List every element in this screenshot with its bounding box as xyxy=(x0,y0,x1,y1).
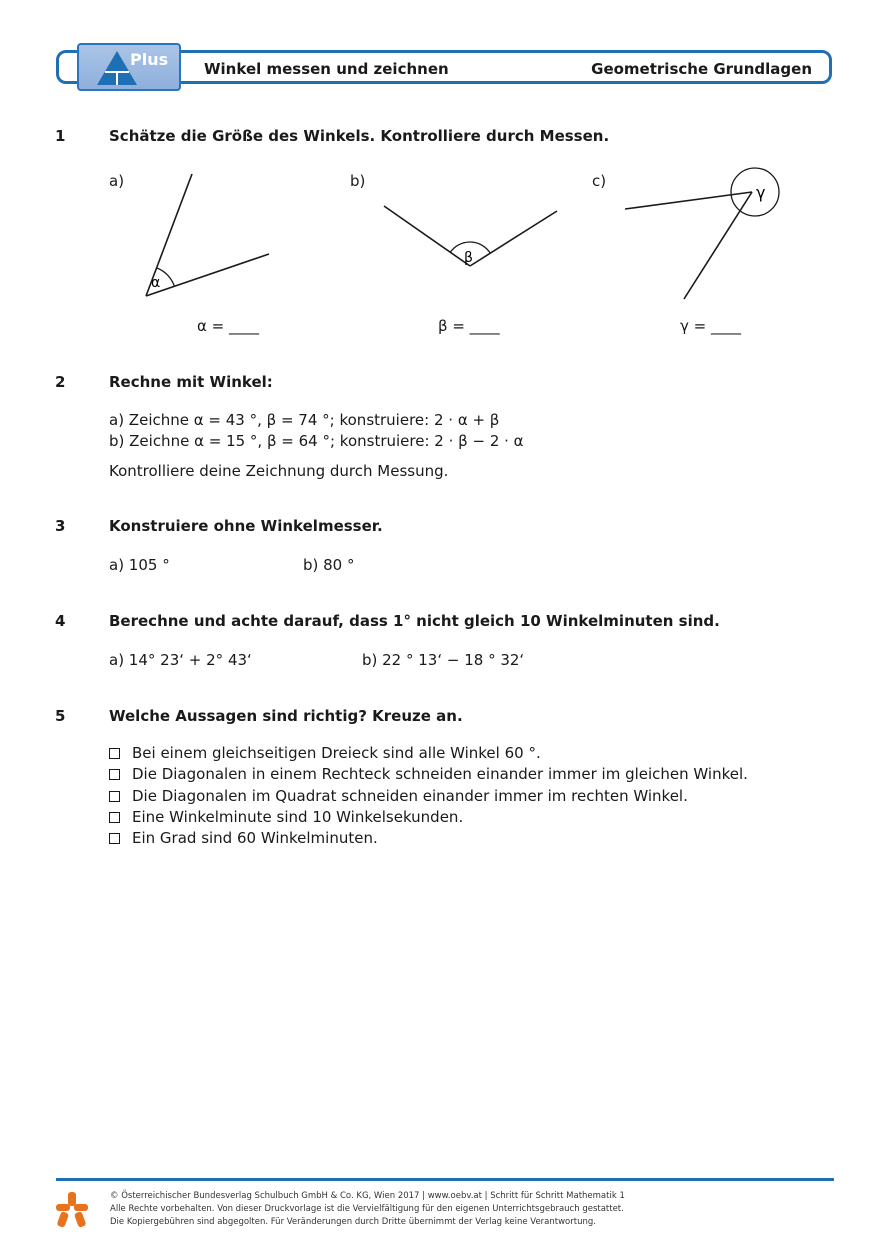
task-4-item-b: b) 22 ° 13‘ − 18 ° 32‘ xyxy=(362,651,525,669)
statement-3 xyxy=(109,787,688,805)
task-1-part-b-label: b) xyxy=(350,172,366,190)
angle-beta-figure xyxy=(384,206,557,266)
beta-symbol: β xyxy=(464,250,473,266)
beta-answer: β = ____ xyxy=(438,317,500,335)
footer-line-2: Alle Rechte vorbehalten. Von dieser Druckvorlage ist die Vervielfältigung für den eigenen Unterrichtsgebrauch gestattet. xyxy=(110,1204,624,1214)
statement-4-text: Eine Winkelminute sind 10 Winkelsekunden. xyxy=(132,808,464,826)
task-1-part-c-label: c) xyxy=(592,172,607,190)
footer-line-1: © Österreichischer Bundesverlag Schulbuch GmbH & Co. KG, Wien 2017 | www.oebv.at | Schritt für Schritt Mathematik 1 xyxy=(110,1191,625,1201)
statement-3-text: Die Diagonalen im Quadrat schneiden einander immer im rechten Winkel. xyxy=(132,787,688,805)
task-2-number: 2 xyxy=(55,373,66,391)
statement-2 xyxy=(109,765,748,783)
worksheet-topic: Geometrische Grundlagen xyxy=(591,60,812,78)
footer-rule xyxy=(56,1178,834,1181)
statement-3-checkbox[interactable] xyxy=(109,791,120,802)
statement-1-text: Bei einem gleichseitigen Dreieck sind alle Winkel 60 °. xyxy=(132,744,541,762)
task-5-title: Welche Aussagen sind richtig? Kreuze an. xyxy=(109,707,463,725)
statement-4 xyxy=(109,808,463,826)
task-3-number: 3 xyxy=(55,517,66,535)
task-2-note: Kontrolliere deine Zeichnung durch Messung. xyxy=(109,462,449,480)
task-3-item-a: a) 105 ° xyxy=(109,556,170,574)
gamma-symbol: γ xyxy=(756,183,766,202)
task-4-title: Berechne und achte darauf, dass 1° nicht gleich 10 Winkelminuten sind. xyxy=(109,612,720,630)
task-2-line-b: b) Zeichne α = 15 °, β = 64 °; konstruiere: 2 · β − 2 · α xyxy=(109,432,524,450)
task-1-number: 1 xyxy=(55,127,66,145)
worksheet-title: Winkel messen und zeichnen xyxy=(204,60,449,78)
alpha-answer: α = ____ xyxy=(197,317,259,335)
gamma-answer: γ = ____ xyxy=(680,317,741,335)
statement-2-text: Die Diagonalen in einem Rechteck schneiden einander immer im gleichen Winkel. xyxy=(132,765,748,783)
statement-1 xyxy=(109,744,541,762)
statement-1-checkbox[interactable] xyxy=(109,748,120,759)
task-2-line-a: a) Zeichne α = 43 °, β = 74 °; konstruiere: 2 · α + β xyxy=(109,411,500,429)
logo-plus-label: Plus xyxy=(130,50,169,69)
angle-figures xyxy=(0,0,890,340)
angle-gamma-figure xyxy=(625,168,779,299)
angle-alpha-figure xyxy=(146,174,269,296)
task-1-title: Schätze die Größe des Winkels. Kontrolliere durch Messen. xyxy=(109,127,610,145)
footer-line-3: Die Kopiergebühren sind abgegolten. Für Veränderungen durch Dritte übernimmt der Verlag keine Verantwortung. xyxy=(110,1217,596,1227)
task-3-item-b: b) 80 ° xyxy=(303,556,355,574)
publisher-logo-icon xyxy=(54,1190,90,1230)
task-2-title: Rechne mit Winkel: xyxy=(109,373,273,391)
task-4-number: 4 xyxy=(55,612,66,630)
task-1-part-a-label: a) xyxy=(109,172,125,190)
statement-2-checkbox[interactable] xyxy=(109,769,120,780)
task-5-number: 5 xyxy=(55,707,66,725)
statement-5 xyxy=(109,829,378,847)
task-4-item-a: a) 14° 23‘ + 2° 43‘ xyxy=(109,651,252,669)
statement-5-checkbox[interactable] xyxy=(109,833,120,844)
task-3-title: Konstruiere ohne Winkelmesser. xyxy=(109,517,383,535)
statement-5-text: Ein Grad sind 60 Winkelminuten. xyxy=(132,829,378,847)
alpha-symbol: α xyxy=(151,275,161,291)
statement-4-checkbox[interactable] xyxy=(109,812,120,823)
